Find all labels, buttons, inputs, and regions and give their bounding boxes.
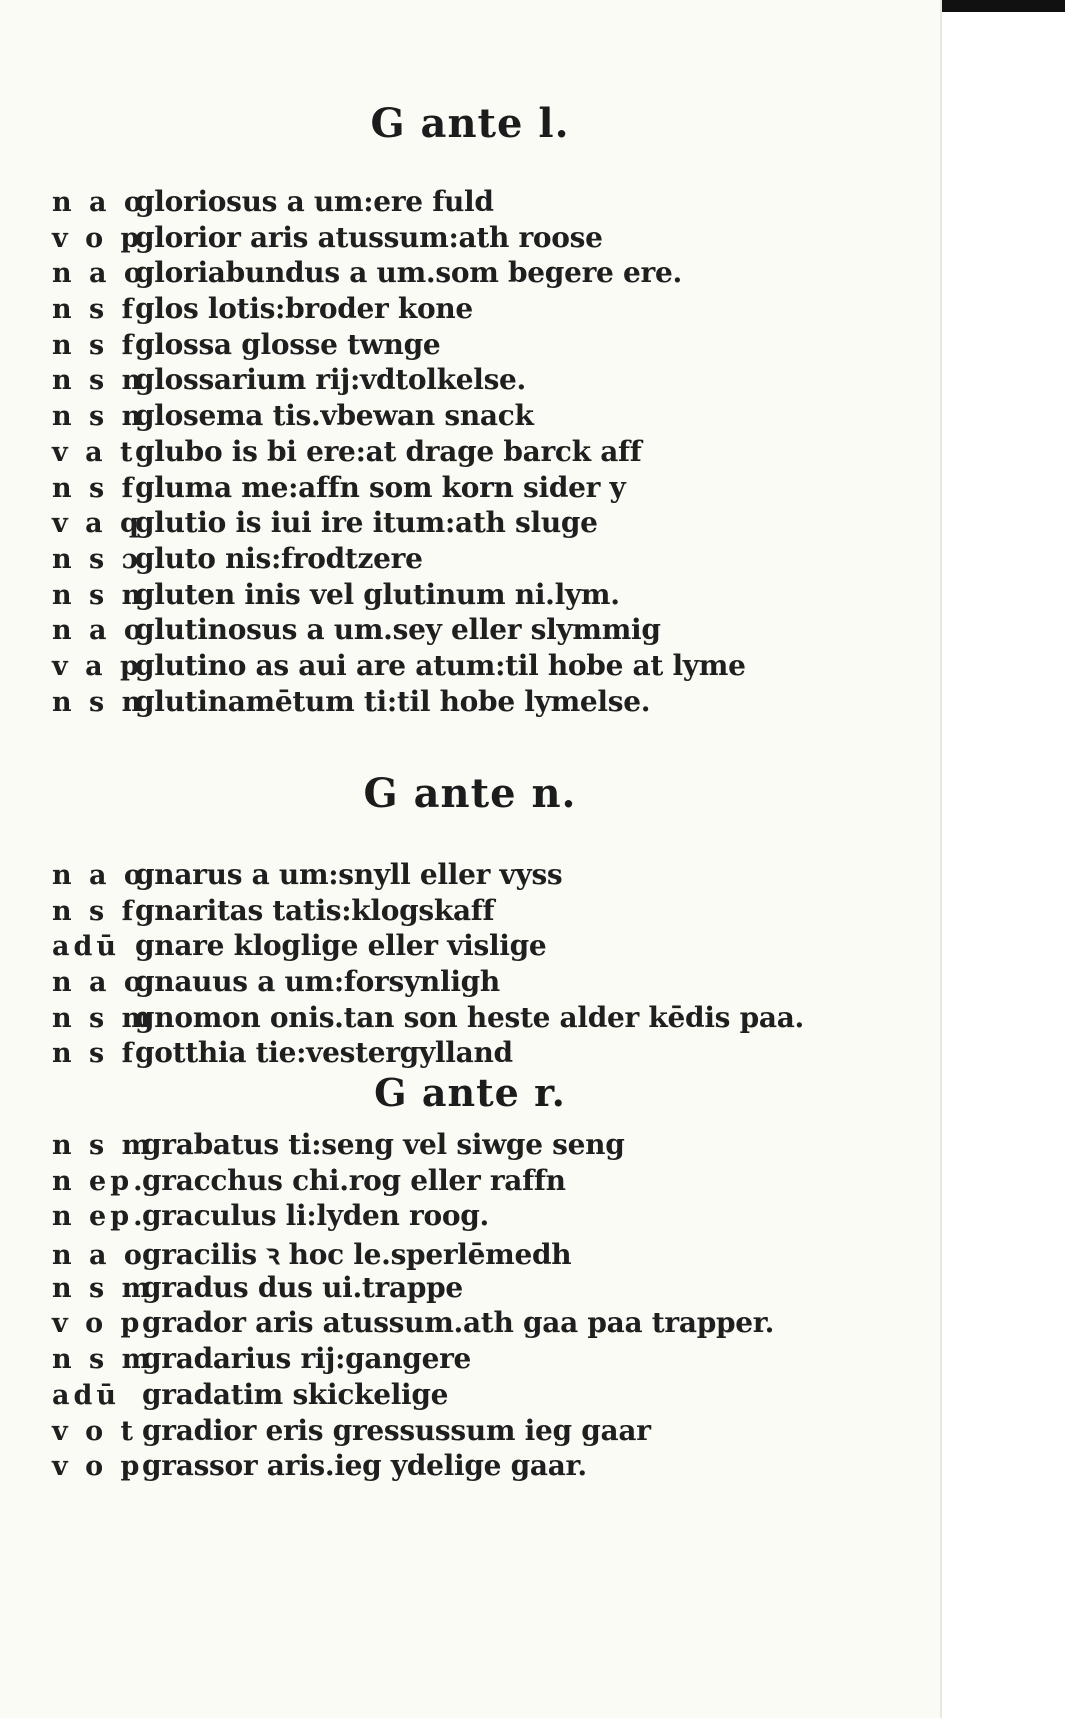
entry-text: gnomon onis.tan son heste alder kēdis paa. <box>135 1000 804 1034</box>
entry-row <box>52 363 746 399</box>
entry-list-gl <box>52 185 746 720</box>
entry-text: glubo is bi ere:at drage barck aff <box>135 434 642 468</box>
entry-row <box>52 929 804 965</box>
entry-text: gnare kloglige eller vislige <box>135 929 547 963</box>
entry-text: gradatim skickelige <box>142 1377 449 1411</box>
entry-row <box>52 435 746 471</box>
entry-tag: n ep. <box>52 1165 147 1197</box>
entry-row <box>52 221 746 257</box>
entry-text: gluma me:affn som korn sider y <box>135 470 626 504</box>
entry-row <box>52 685 746 721</box>
entry-text: glossa glosse twnge <box>135 327 441 361</box>
entry-row <box>52 292 746 328</box>
entry-tag: n s n <box>52 686 146 718</box>
entry-text: gloriabundus a um.som begere ere. <box>135 256 682 290</box>
entry-row <box>52 649 746 685</box>
section-heading-gl: G ante l. <box>370 100 570 147</box>
entry-text: gluto nis:frodtzere <box>135 541 423 575</box>
entry-row <box>52 328 746 364</box>
entry-tag: adū <box>52 1379 121 1411</box>
entry-text: gracchus chi.rog eller raffn <box>142 1163 566 1197</box>
entry-text: gluten inis vel glutinum ni.lym. <box>135 577 620 611</box>
entry-tag: n s m <box>52 1272 155 1304</box>
entry-tag: n s f <box>52 329 138 361</box>
entry-row <box>52 1235 774 1271</box>
entry-list-gr <box>52 1128 774 1485</box>
entry-text: glosema tis.vbewan snack <box>135 399 534 433</box>
entry-tag: n a o <box>52 1240 146 1272</box>
entry-text: gracilis ꝛ hoc le.sperlēmedh <box>142 1238 572 1272</box>
entry-tag: n s f <box>52 294 138 326</box>
entry-row <box>52 1271 774 1307</box>
entry-row <box>52 185 746 221</box>
entry-text: grabatus ti:seng vel siwge seng <box>142 1128 625 1161</box>
entry-row <box>52 1449 774 1485</box>
entry-row <box>52 894 804 930</box>
entry-row <box>52 1414 774 1450</box>
entry-tag: v o p <box>52 1451 144 1483</box>
entry-text: gradior eris gressussum ieg gaar <box>142 1413 651 1447</box>
entry-row <box>52 1036 804 1072</box>
entry-tag: v o p <box>52 1308 144 1340</box>
entry-tag: n s m <box>52 1002 155 1034</box>
entry-text: glutio is iui ire itum:ath sluge <box>135 506 598 540</box>
entry-text: gnaritas tatis:klogskaff <box>135 893 495 927</box>
entry-text: grador aris atussum.ath gaa paa trapper. <box>142 1306 775 1340</box>
entry-text: glossarium rij:vdtolkelse. <box>135 363 527 397</box>
entry-text: gradus dus ui.trappe <box>142 1270 463 1304</box>
entry-tag: n s m <box>52 1344 155 1376</box>
entry-row <box>52 506 746 542</box>
entry-row <box>52 613 746 649</box>
page-edge <box>940 0 942 1718</box>
entry-row <box>52 256 746 292</box>
entry-row <box>52 965 804 1001</box>
entry-tag: n s n <box>52 579 146 611</box>
entry-tag: n a o <box>52 258 146 290</box>
entry-text: gotthia tie:vestergylland <box>135 1036 513 1070</box>
entry-row <box>52 1378 774 1414</box>
entry-tag: n a o <box>52 860 146 891</box>
entry-tag: v o p <box>52 222 144 254</box>
entry-tag: n s f <box>52 895 138 927</box>
entry-tag: v o t <box>52 1415 137 1447</box>
entry-tag: v a t <box>52 436 137 468</box>
entry-text: gradarius rij:gangere <box>142 1342 472 1376</box>
entry-text: glos lotis:broder kone <box>135 292 473 326</box>
entry-tag: n a o <box>52 187 146 218</box>
entry-row <box>52 1164 774 1200</box>
entry-tag: n s m <box>52 1130 155 1161</box>
entry-row <box>52 578 746 614</box>
entry-tag: n s n <box>52 365 146 397</box>
entry-text: gnauus a um:forsynligh <box>135 965 500 999</box>
entry-row <box>52 1306 774 1342</box>
entry-tag: v a q <box>52 508 143 540</box>
entry-tag: n s f <box>52 472 138 504</box>
section-heading-gr: G ante r. <box>374 1070 566 1115</box>
entry-tag: adū <box>52 931 121 963</box>
entry-tag: n s n <box>52 401 146 433</box>
entry-tag: n s ɔ <box>52 543 143 575</box>
entry-text: glorior aris atussum:ath roose <box>135 220 603 254</box>
entry-text: graculus li:lyden roog. <box>142 1199 489 1233</box>
entry-row <box>52 1199 774 1235</box>
entry-row <box>52 471 746 507</box>
entry-tag: v a p <box>52 650 143 682</box>
entry-list-gn <box>52 858 804 1072</box>
entry-row <box>52 858 804 894</box>
entry-row <box>52 1342 774 1378</box>
entry-text: glutinamētum ti:til hobe lymelse. <box>135 684 651 718</box>
scan-border <box>942 0 1065 12</box>
entry-text: gnarus a um:snyll eller vyss <box>135 858 563 891</box>
entry-text: grassor aris.ieg ydelige gaar. <box>142 1449 587 1483</box>
entry-row <box>52 542 746 578</box>
section-heading-gn: G ante n. <box>363 770 577 817</box>
entry-row <box>52 1128 774 1164</box>
entry-row <box>52 1001 804 1037</box>
entry-tag: n ep. <box>52 1201 147 1233</box>
entry-text: glutinosus a um.sey eller slymmig <box>135 613 661 647</box>
entry-text: gloriosus a um:ere fuld <box>135 185 494 218</box>
entry-tag: n s f <box>52 1038 138 1070</box>
entry-row <box>52 399 746 435</box>
entry-text: glutino as aui are atum:til hobe at lyme <box>135 648 746 682</box>
entry-tag: n a o <box>52 615 146 647</box>
entry-tag: n a o <box>52 967 146 999</box>
